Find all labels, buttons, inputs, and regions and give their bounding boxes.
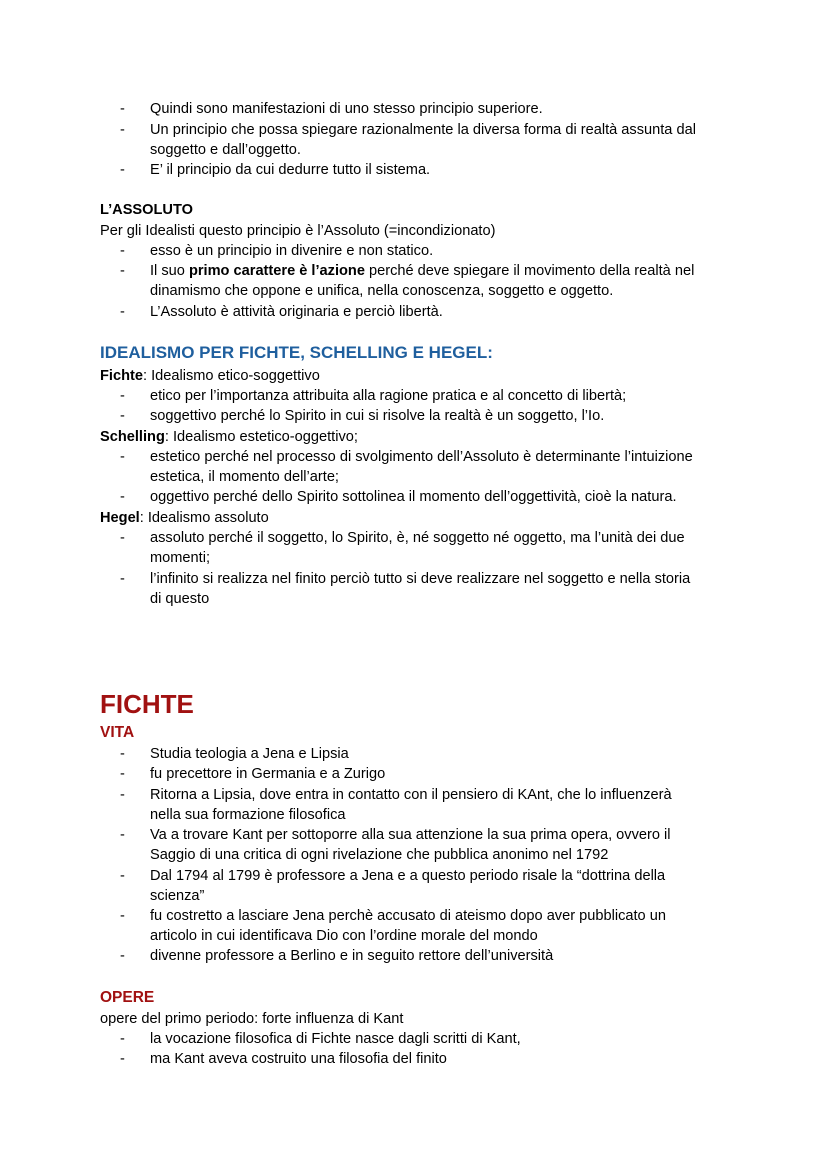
vita-item: Ritorna a Lipsia, dove entra in contatto con il pensiero di KAnt, che lo influenzerà xyxy=(150,787,672,803)
intro-bullet-1: Quindi sono manifestazioni di uno stesso principio superiore. xyxy=(150,101,543,117)
assoluto-bullet-1: esso è un principio in divenire e non statico. xyxy=(150,243,434,259)
vita-item-cont: articolo in cui identificava Dio con l’ordine morale del mondo xyxy=(150,928,538,944)
bullet-marker: - xyxy=(120,1051,125,1067)
assoluto-bullet-2-cont: dinamismo che oppone e unifica, nella conoscenza, soggetto e oggetto. xyxy=(150,283,614,299)
assoluto-bullet-2 xyxy=(150,261,694,281)
schelling-bullet-1: estetico perché nel processo di svolgimento dell’Assoluto è determinante l’intuizione xyxy=(150,449,693,465)
bullet-marker: - xyxy=(120,948,125,964)
bullet-marker: - xyxy=(120,243,125,259)
intro-bullet-2-cont: soggetto e dall’oggetto. xyxy=(150,142,301,158)
bullet-marker: - xyxy=(120,787,125,803)
vita-heading: VITA xyxy=(100,724,135,741)
intro-bullet-2: Un principio che possa spiegare razionalmente la diversa forma di realtà assunta dal xyxy=(150,122,696,138)
vita-item: Va a trovare Kant per sottoporre alla sua attenzione la sua prima opera, ovvero il xyxy=(150,827,671,843)
assoluto-bullet-3: L’Assoluto è attività originaria e perciò libertà. xyxy=(150,304,443,320)
fichte-bullet-2: soggettivo perché lo Spirito in cui si risolve la realtà è un soggetto, l’Io. xyxy=(150,408,605,424)
bullet-marker: - xyxy=(120,449,125,465)
hegel-bullet-1: assoluto perché il soggetto, lo Spirito, è, né soggetto né oggetto, ma l’unità dei due xyxy=(150,530,685,546)
schelling-line xyxy=(100,427,358,447)
hegel-line xyxy=(100,508,269,528)
fichte-line xyxy=(100,366,320,386)
bullet-marker: - xyxy=(120,1031,125,1047)
bullet-marker: - xyxy=(120,571,125,587)
schelling-bullet-1-cont: estetica, il momento dell’arte; xyxy=(150,469,339,485)
opere-heading: OPERE xyxy=(100,989,155,1006)
bullet-marker: - xyxy=(120,489,125,505)
bullet-marker: - xyxy=(120,122,125,138)
assoluto-intro: Per gli Idealisti questo principio è l’Assoluto (=incondizionato) xyxy=(100,223,496,239)
hegel-bullet-2: l’infinito si realizza nel finito perciò tutto si deve realizzare nel soggetto e nella storia xyxy=(150,571,691,587)
bullet-marker: - xyxy=(120,388,125,404)
opere-intro: opere del primo periodo: forte influenza di Kant xyxy=(100,1011,404,1027)
bullet-marker: - xyxy=(120,263,125,279)
schelling-name: Schelling xyxy=(100,429,165,445)
vita-item-cont: nella sua formazione filosofica xyxy=(150,807,346,823)
bullet-marker: - xyxy=(120,101,125,117)
schelling-bullet-2: oggettivo perché dello Spirito sottolinea il momento dell’oggettività, cioè la natura. xyxy=(150,489,677,505)
vita-item: fu precettore in Germania e a Zurigo xyxy=(150,766,386,782)
fichte-title: FICHTE xyxy=(100,689,194,719)
opere-item: ma Kant aveva costruito una filosofia del finito xyxy=(150,1051,447,1067)
vita-item-cont: Saggio di una critica di ogni rivelazione che pubblica anonimo nel 1792 xyxy=(150,847,609,863)
bullet-marker: - xyxy=(120,746,125,762)
hegel-name: Hegel xyxy=(100,510,140,526)
assoluto-heading: L’ASSOLUTO xyxy=(100,202,193,218)
vita-item: divenne professore a Berlino e in seguito rettore dell’università xyxy=(150,948,554,964)
fichte-name: Fichte xyxy=(100,368,143,384)
bullet-marker: - xyxy=(120,868,125,884)
schelling-desc: : Idealismo estetico-oggettivo; xyxy=(164,429,358,445)
hegel-bullet-2-cont: di questo xyxy=(150,591,210,607)
bullet-marker: - xyxy=(120,408,125,424)
vita-item: fu costretto a lasciare Jena perchè accusato di ateismo dopo aver pubblicato un xyxy=(150,908,666,924)
opere-item: la vocazione filosofica di Fichte nasce dagli scritti di Kant, xyxy=(150,1031,521,1047)
bullet-marker: - xyxy=(120,766,125,782)
hegel-bullet-1-cont: momenti; xyxy=(150,550,211,566)
intro-bullet-3: E’ il principio da cui dedurre tutto il sistema. xyxy=(150,162,431,178)
vita-item: Studia teologia a Jena e Lipsia xyxy=(150,746,349,762)
fichte-desc: : Idealismo etico-soggettivo xyxy=(142,368,320,384)
bullet-marker: - xyxy=(120,304,125,320)
vita-item-cont: scienza” xyxy=(150,888,205,904)
bullet-marker: - xyxy=(120,908,125,924)
assoluto-b2-post: perché deve spiegare il movimento della realtà nel xyxy=(364,263,695,279)
assoluto-b2-bold: primo carattere è l’azione xyxy=(188,263,365,279)
idealismo-heading: IDEALISMO PER FICHTE, SCHELLING E HEGEL: xyxy=(100,343,493,362)
bullet-marker: - xyxy=(120,162,125,178)
bullet-marker: - xyxy=(120,827,125,843)
hegel-desc: : Idealismo assoluto xyxy=(139,510,269,526)
assoluto-b2-pre: Il suo xyxy=(150,263,189,279)
bullet-marker: - xyxy=(120,530,125,546)
vita-item: Dal 1794 al 1799 è professore a Jena e a questo periodo risale la “dottrina della xyxy=(150,868,666,884)
fichte-bullet-1: etico per l’importanza attribuita alla ragione pratica e al concetto di libertà; xyxy=(150,388,627,404)
